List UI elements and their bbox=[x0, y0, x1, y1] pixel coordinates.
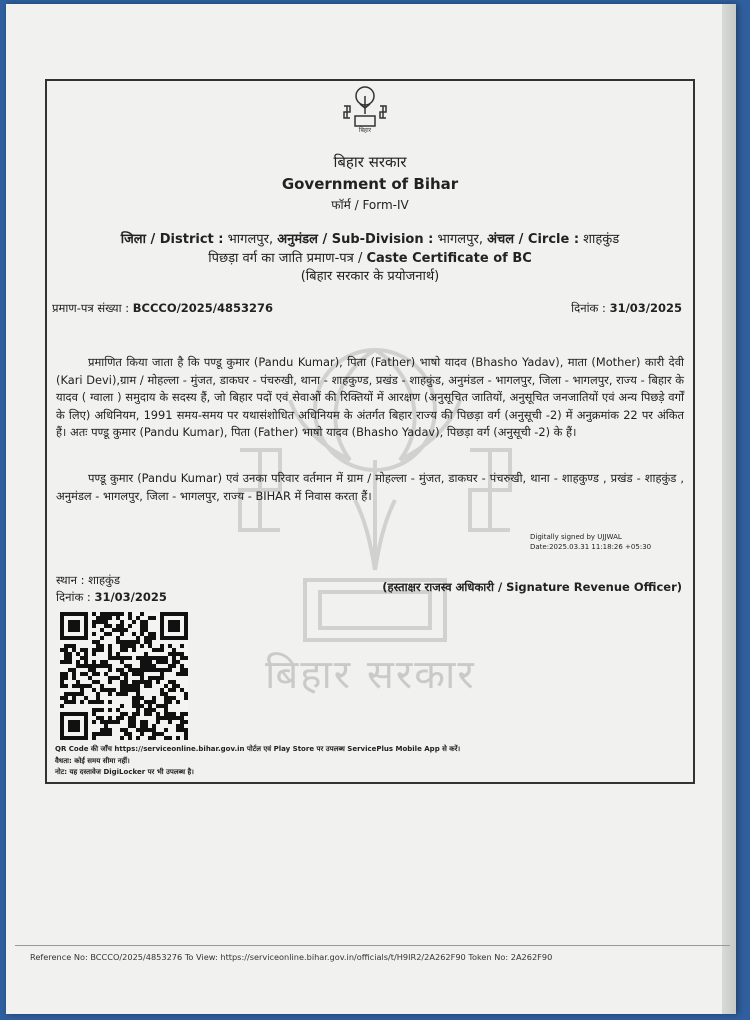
qr-note: QR Code की जाँच https://serviceonline.bihar.gov.in पोर्टल एवं Play Store पर उपलब्ध ServicePlus Mobile App से करें। bbox=[55, 745, 461, 753]
certificate-title bbox=[45, 248, 695, 266]
issue-date-label: दिनांक : bbox=[571, 301, 606, 315]
title-english: Caste Certificate of BC bbox=[366, 251, 532, 266]
title-hindi: पिछड़ा वर्ग का जाति प्रमाण-पत्र / bbox=[208, 251, 363, 266]
issue-date-value: 31/03/2025 bbox=[609, 301, 682, 315]
certificate-purpose: (बिहार सरकार के प्रयोजनार्थ) bbox=[300, 269, 440, 284]
digital-signature-name: Digitally signed by UJJWAL bbox=[530, 533, 622, 541]
govt-english: Government of Bihar bbox=[281, 175, 459, 193]
footer-divider bbox=[15, 945, 730, 946]
watermark-text: बिहार सरकार bbox=[265, 652, 476, 698]
digilocker-note: नोट: यह दस्तावेज DigiLocker पर भी उपलब्ध है। bbox=[55, 768, 194, 776]
validity-note: वैधता: कोई समय सीमा नहीं। bbox=[55, 757, 130, 765]
govt-hindi: बिहार सरकार bbox=[333, 153, 407, 171]
form-number: फॉर्म / Form-IV bbox=[331, 198, 409, 212]
district-value: भागलपुर, bbox=[227, 232, 274, 247]
place bbox=[56, 573, 120, 588]
certificate-body-para1: प्रमाणित किया जाता है कि पण्डू कुमार (Pandu Kumar), पिता (Father) भाषो यादव (Bhasho Yadav), माता (Mother) कारी देवी (Kari Devi),ग्राम / मोहल्ला - मुंजत, डाकघर - पंचरुखी, थाना - शाहकुण्ड, प्रखंड - शाहकुंड, अनुमंडल - भागलपुर, जिला - भागलपुर, राज्य - बिहार के यादव ( ग्वाला ) समुदाय के सदस्य हैं, जो बिहार पदों एवं सेवाओं की रिक्तियों में आरक्षण (अनुसूचित जातियों, अनुसूचित जनजातियों एवं अन्य पिछड़े वर्गों के लिए) अधिनियम, 1991 समय-समय पर यथासंशोधित अधिनियम के अंतर्गत बिहार राज्य की पिछड़ा वर्ग (अनुसूची -2) में अनुक्रमांक 22 पर अंकित हैं। अतः पण्डू कुमार (Pandu Kumar), पिता (Father) भाषो यादव (Bhasho Yadav), पिछड़ा वर्ग (अनुसूची -2) के हैं। bbox=[56, 355, 684, 440]
location-line bbox=[45, 229, 695, 247]
qr-code[interactable] bbox=[60, 612, 188, 740]
place-date bbox=[56, 590, 167, 605]
place-date-value: 31/03/2025 bbox=[94, 590, 167, 604]
paper-edge bbox=[722, 4, 736, 1014]
subdivision-label: अनुमंडल / Sub-Division : bbox=[277, 232, 434, 247]
certificate-number bbox=[52, 301, 273, 316]
digital-signature-date: Date:2025.03.31 11:18:26 +05:30 bbox=[530, 543, 652, 551]
emblem-text: बिहार bbox=[358, 127, 372, 134]
digital-signature bbox=[530, 532, 651, 552]
certificate-body-para2: पण्डू कुमार (Pandu Kumar) एवं उनका परिवार वर्तमान में ग्राम / मोहल्ला - मुंजत, डाकघर - पंचरुखी, थाना - शाहकुण्ड , प्रखंड - शाहकुंड , अनुमंडल - भागलपुर, जिला - भागलपुर, राज्य - BIHAR में निवास करता हैं। bbox=[56, 471, 684, 503]
place-label: स्थान : bbox=[56, 573, 85, 587]
issue-date bbox=[571, 301, 682, 316]
circle-label: अंचल / Circle : bbox=[487, 232, 580, 247]
certificate-number-label: प्रमाण-पत्र संख्या : bbox=[52, 301, 130, 315]
reference-line: Reference No: BCCCO/2025/4853276 To View: https://serviceonline.bihar.gov.in/officials/t/H9IR2/2A262F90 Token No: 2A262F90 bbox=[30, 952, 553, 962]
place-value: शाहकुंड bbox=[88, 573, 121, 587]
certificate-number-value: BCCCO/2025/4853276 bbox=[132, 301, 274, 315]
subdivision-value: भागलपुर, bbox=[437, 232, 483, 247]
district-label: जिला / District : bbox=[120, 232, 224, 247]
circle-value: शाहकुंड bbox=[583, 232, 620, 247]
signature-revenue-officer: (हस्ताक्षर राजस्व अधिकारी / Signature Revenue Officer) bbox=[382, 580, 682, 594]
bihar-emblem-icon bbox=[340, 84, 390, 134]
place-date-label: दिनांक : bbox=[56, 590, 91, 604]
